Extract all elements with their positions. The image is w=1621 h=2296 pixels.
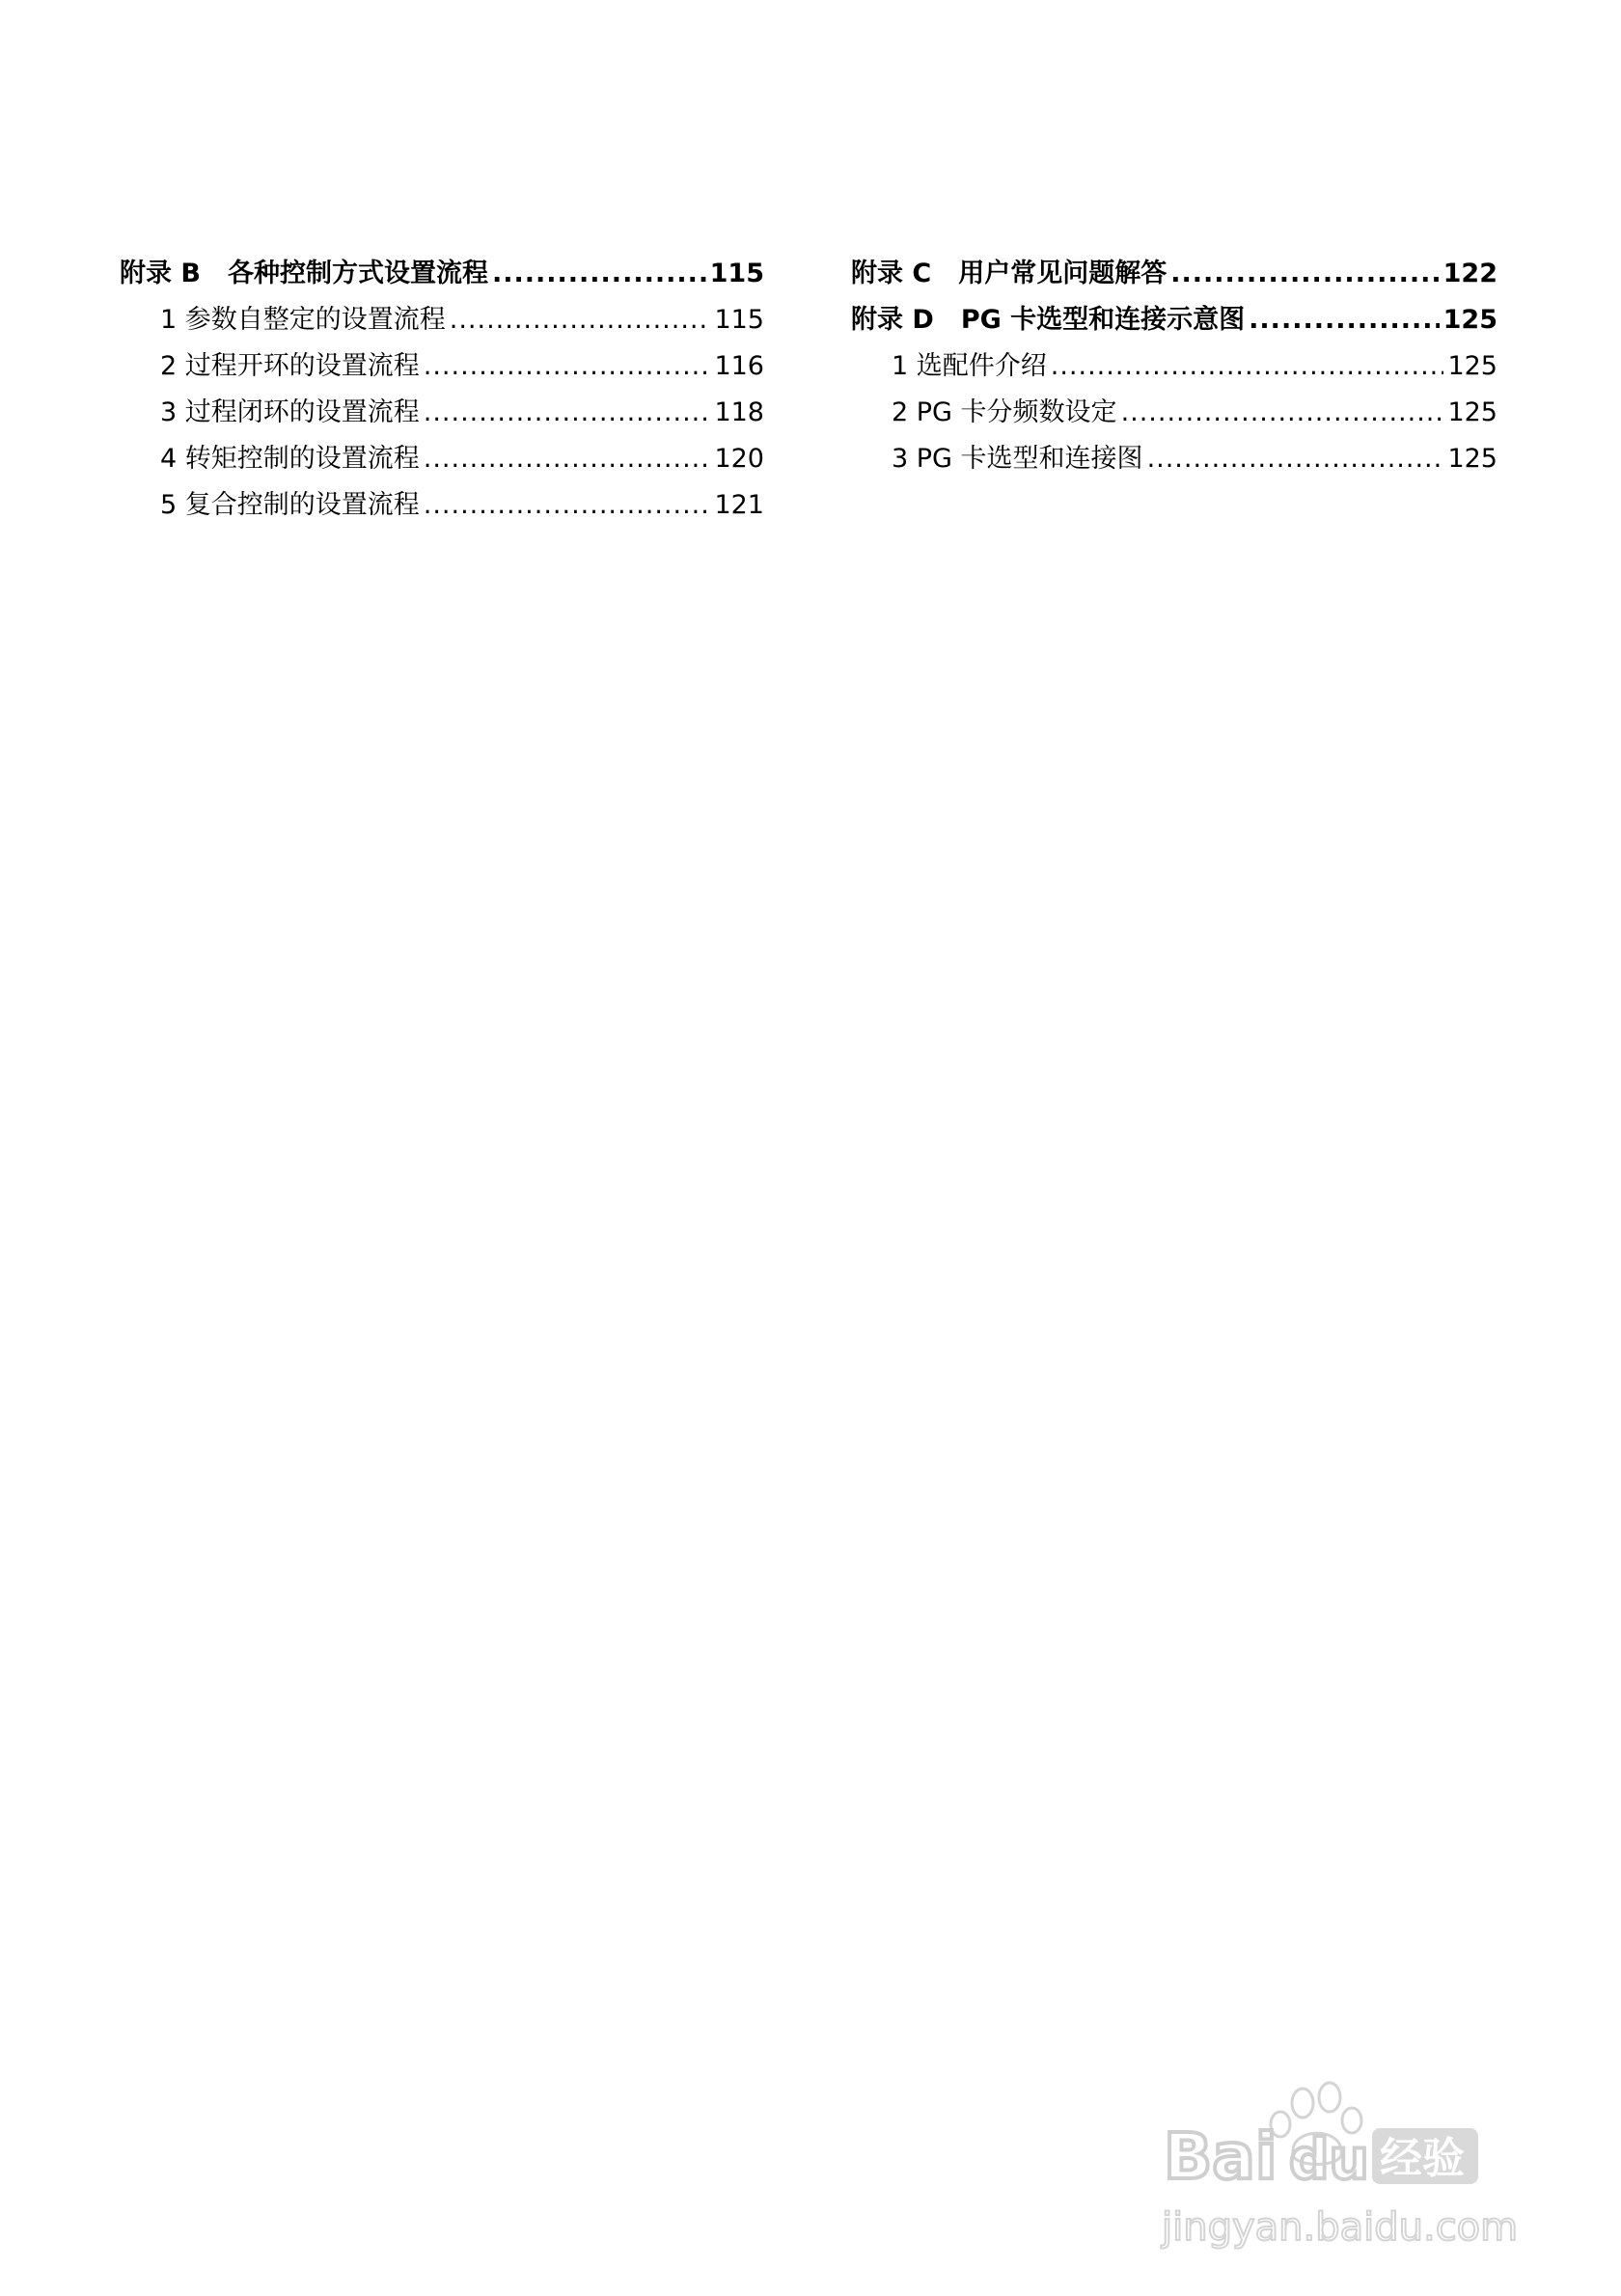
watermark-url: jingyan.baidu.com [1162, 2205, 1519, 2250]
toc-page-number: 116 [714, 351, 764, 381]
toc-page-number: 125 [1442, 305, 1497, 335]
toc-dot-leader [424, 438, 711, 480]
toc-entry-title: 1 参数自整定的设置流程 [160, 305, 446, 335]
toc-entry-prefix: 附录 B [120, 259, 201, 288]
toc-entry-appendix-d[interactable] [851, 299, 1497, 345]
toc-entry-title: 用户常见问题解答 [958, 259, 1168, 288]
brand-bai-text: Bai [1164, 2119, 1278, 2194]
toc-page-number: 122 [1442, 259, 1497, 288]
toc-entry-title: 3 过程闭环的设置流程 [160, 397, 420, 427]
toc-entry-title: 1 选配件介绍 [892, 351, 1047, 381]
toc-page-number: 115 [709, 259, 764, 288]
toc-entry-prefix: 附录 D [851, 305, 934, 335]
toc-page-number: 115 [714, 305, 764, 335]
toc-entry-title: 3 PG 卡选型和连接图 [892, 444, 1143, 474]
toc-entry-title: 5 复合控制的设置流程 [160, 490, 420, 520]
toc-entry[interactable] [851, 345, 1497, 392]
toc-page-number: 118 [714, 397, 764, 427]
brand-text [1164, 2119, 1369, 2194]
watermark-graphic [1158, 2074, 1573, 2267]
toc-entry[interactable] [851, 438, 1497, 484]
toc-dot-leader [492, 253, 706, 295]
toc-entry-label [851, 299, 1245, 342]
toc-dot-leader [1147, 438, 1444, 480]
toc-entry-title: 2 过程开环的设置流程 [160, 351, 420, 381]
toc-entry[interactable] [120, 299, 764, 345]
brand-jingyan-text: 经验 [1380, 2134, 1465, 2183]
toc-entry-title: 2 PG 卡分频数设定 [892, 397, 1117, 427]
toc-entry-title: 各种控制方式设置流程 [227, 259, 488, 288]
toc-entry-title: 4 转矩控制的设置流程 [160, 444, 420, 474]
toc-page-number: 125 [1447, 397, 1497, 427]
toc-dot-leader [424, 484, 711, 527]
toc-entry-label [120, 253, 488, 295]
toc-dot-leader [1249, 299, 1439, 342]
toc-dot-leader [1051, 345, 1444, 388]
toc-entry[interactable] [120, 392, 764, 438]
toc-entry-appendix-c[interactable] [851, 253, 1497, 299]
toc-dot-leader [1170, 253, 1439, 295]
toc-entry-prefix: 附录 C [851, 259, 932, 288]
toc-entry-appendix-b[interactable] [120, 253, 764, 299]
toc-right-column [851, 253, 1497, 484]
toc-entry-label [851, 253, 1167, 295]
toc-entry[interactable] [851, 392, 1497, 438]
toc-dot-leader [450, 299, 711, 342]
toc-left-column [120, 253, 764, 531]
toc-page-number: 125 [1447, 351, 1497, 381]
toc-page-number: 125 [1447, 444, 1497, 474]
toc-dot-leader [424, 345, 711, 388]
toc-entry[interactable] [120, 484, 764, 531]
toc-dot-leader [424, 392, 711, 434]
toc-entry-title: PG 卡选型和连接示意图 [960, 305, 1246, 335]
brand-du-text: du [1289, 2126, 1369, 2192]
toc-dot-leader [1121, 392, 1444, 434]
toc-entry[interactable] [120, 345, 764, 392]
baidu-jingyan-watermark [1158, 2074, 1573, 2267]
toc-entry[interactable] [120, 438, 764, 484]
toc-page-number: 121 [714, 490, 764, 520]
toc-page-number: 120 [714, 444, 764, 474]
